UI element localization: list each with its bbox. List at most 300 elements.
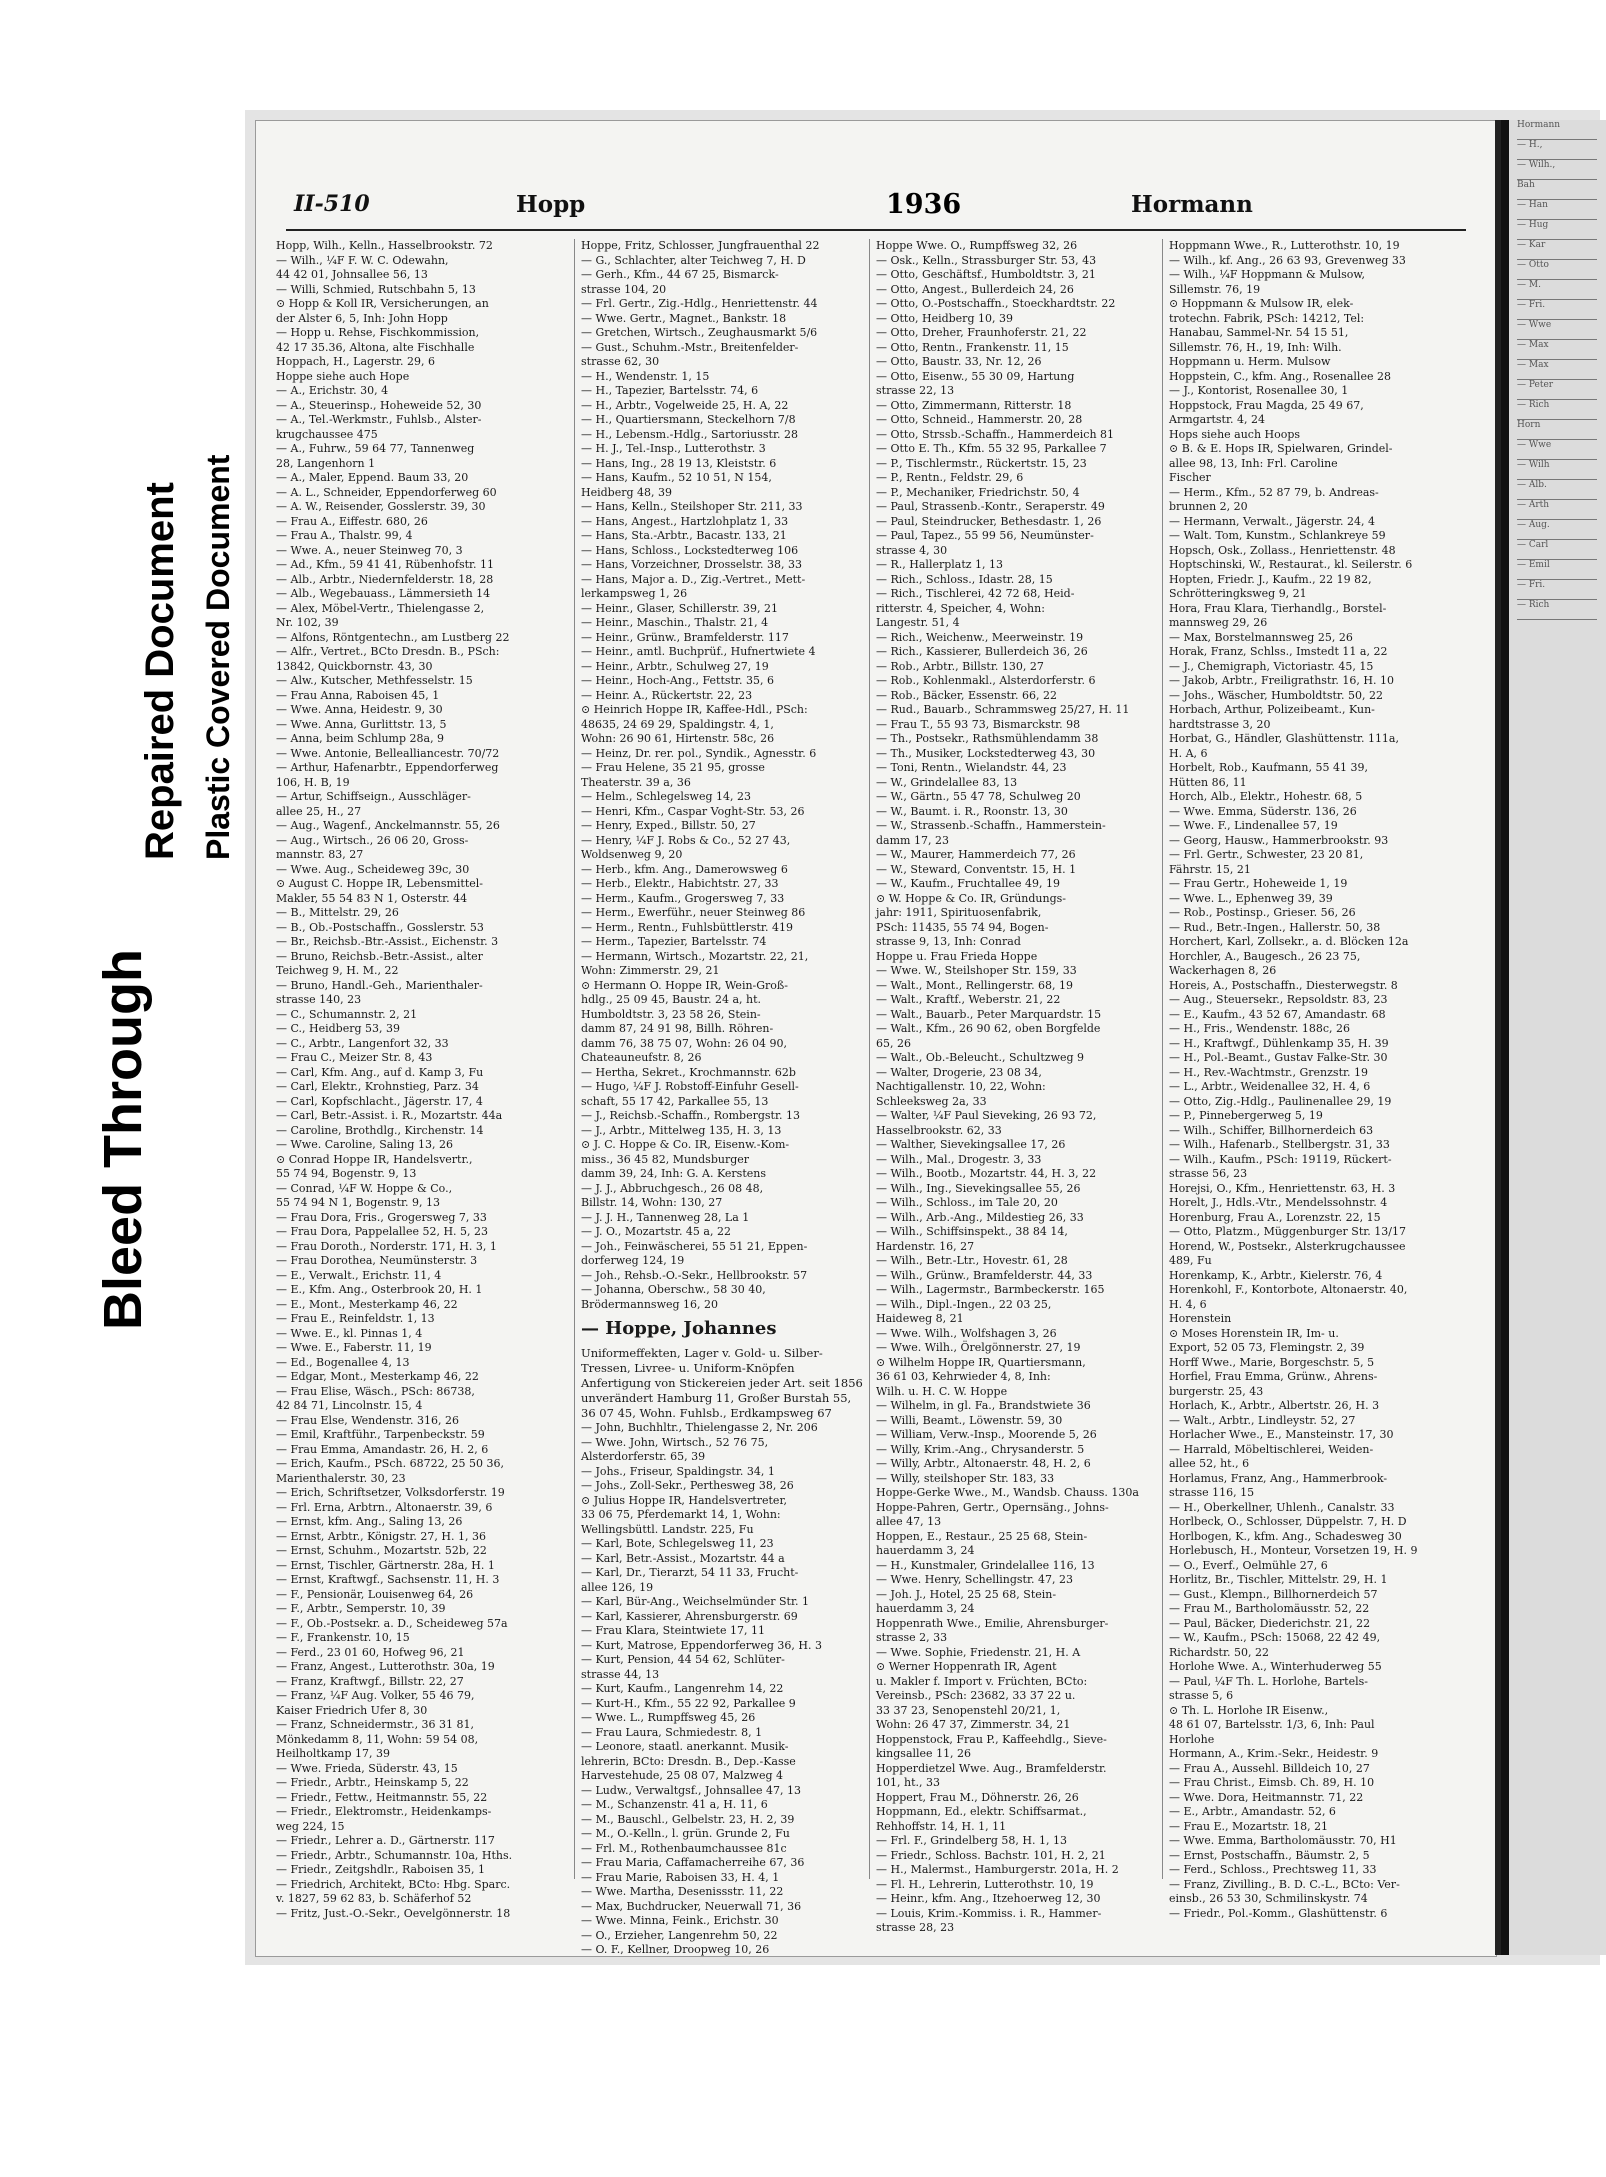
directory-entry: strasse 116, 15 xyxy=(1169,1486,1255,1499)
directory-entry: — Alw., Kutscher, Methfesselstr. 15 xyxy=(276,674,473,687)
next-page-lines xyxy=(1501,120,1606,620)
directory-entry: Wackerhagen 8, 26 xyxy=(1169,964,1277,977)
directory-entry: — E., Kfm. Ang., Osterbrook 20, H. 1 xyxy=(276,1283,483,1296)
directory-entry: — Wilh., Schiffer, Billhornerdeich 63 xyxy=(1169,1123,1374,1137)
directory-entry: — F., Frankenstr. 10, 15 xyxy=(276,1631,410,1644)
directory-entry: — Otto E. Th., Kfm. 55 32 95, Parkallee 7 xyxy=(876,442,1107,455)
directory-entry: — Aug., Wirtsch., 26 06 20, Gross- xyxy=(276,833,469,847)
directory-entry: Horenstein xyxy=(1169,1312,1232,1325)
directory-entry: — Paul, Tapez., 55 99 56, Neumünster- xyxy=(876,529,1094,542)
directory-entry: — A., Maler, Eppend. Baum 33, 20 xyxy=(276,471,469,484)
directory-entry: — Carl, Kopfschlacht., Jägerstr. 17, 4 xyxy=(276,1094,483,1108)
directory-entry: — Max, Buchdrucker, Neuerwall 71, 36 xyxy=(581,1899,802,1913)
directory-entry: — Herm., Ewerführ., neuer Steinweg 86 xyxy=(581,906,806,919)
directory-entry: strasse 2, 33 xyxy=(876,1631,948,1644)
directory-entry: allee 47, 13 xyxy=(876,1515,942,1528)
directory-entry: — Heinr., kfm. Ang., Itzehoerweg 12, 30 xyxy=(876,1892,1101,1905)
directory-entry: Wilh. u. H. C. W. Hoppe xyxy=(876,1384,1008,1398)
directory-entry: Horbach, Arthur, Polizeibeamt., Kun- xyxy=(1169,703,1375,716)
directory-entry: Haideweg 8, 21 xyxy=(876,1312,964,1325)
next-page-fragment: — Wwe xyxy=(1517,320,1597,340)
directory-entry: — Walt., Ob.-Beleucht., Schultzweg 9 xyxy=(876,1051,1085,1064)
directory-entry: — Johanna, Oberschw., 58 30 40, xyxy=(581,1283,766,1296)
directory-entry: — Wwe. F., Lindenallee 57, 19 xyxy=(1169,819,1338,832)
next-page-fragment: — Rich xyxy=(1517,600,1597,620)
directory-entry: — W., Baumt. i. R., Roonstr. 13, 30 xyxy=(876,804,1068,818)
directory-entry: — O., Erzieher, Langenrehm 50, 22 xyxy=(581,1928,778,1942)
directory-entry: ⊙ Moses Horenstein IR, Im- u. xyxy=(1169,1326,1339,1340)
next-page-fragment: — Aug. xyxy=(1517,520,1597,540)
directory-entry: Richardstr. 50, 22 xyxy=(1169,1645,1269,1659)
column-3 xyxy=(869,239,1159,1934)
directory-entry: der Alster 6, 5, Inh: John Hopp xyxy=(276,311,448,325)
header-name-right: Hormann xyxy=(1131,191,1253,218)
directory-entry: — Wwe. E., Faberstr. 11, 19 xyxy=(276,1341,432,1354)
directory-entry: Fährstr. 15, 21 xyxy=(1169,862,1251,876)
directory-entry: Hanabau, Sammel-Nr. 54 15 51, xyxy=(1169,326,1349,339)
directory-entry: — Joh., Feinwäscherei, 55 51 21, Eppen- xyxy=(581,1239,808,1253)
directory-entry: — Wilh., Ing., Sievekingsallee 55, 26 xyxy=(876,1181,1081,1195)
directory-entry: — Wwe. W., Steilshoper Str. 159, 33 xyxy=(876,964,1077,977)
directory-entry: — Johs., Wäscher, Humboldtstr. 50, 22 xyxy=(1169,688,1383,702)
directory-entry: — Wwe. Minna, Feink., Erichstr. 30 xyxy=(581,1914,779,1927)
directory-entry: — Harrald, Möbeltischlerei, Weiden- xyxy=(1169,1442,1374,1456)
directory-entry: — W., Gärtn., 55 47 78, Schulweg 20 xyxy=(876,790,1081,803)
directory-entry: mannstr. 83, 27 xyxy=(276,848,364,861)
directory-entry: ⊙ Wilhelm Hoppe IR, Quartiersmann, xyxy=(876,1355,1086,1369)
directory-entry: — Otto, Strssb.-Schaffn., Hammerdeich 81 xyxy=(876,427,1115,441)
next-page-fragment: Hormann xyxy=(1517,120,1597,140)
directory-entry: allee 126, 19 xyxy=(581,1580,654,1594)
directory-entry: — F., Pensionär, Louisenweg 64, 26 xyxy=(276,1587,474,1601)
directory-entry: — Wwe. Dora, Heitmannstr. 71, 22 xyxy=(1169,1790,1364,1804)
directory-entry: — Walt., Kfm., 26 90 62, oben Borgfelde xyxy=(876,1022,1101,1035)
directory-entry: — Rob., Kohlenmakl., Alsterdorferstr. 6 xyxy=(876,674,1096,687)
directory-entry: v. 1827, 59 62 83, b. Schäferhof 52 xyxy=(276,1892,472,1905)
directory-entry: — Karl, Betr.-Assist., Mozartstr. 44 a xyxy=(581,1551,785,1565)
directory-entry: — Kurt, Matrose, Eppendorferweg 36, H. 3 xyxy=(581,1638,823,1652)
directory-entry: — Toni, Rentn., Wielandstr. 44, 23 xyxy=(876,761,1067,774)
directory-entry: — Frau Klara, Steintwiete 17, 11 xyxy=(581,1624,765,1637)
next-page-fragment: — Han xyxy=(1517,200,1597,220)
directory-entry: — Alex, Möbel-Vertr., Thielengasse 2, xyxy=(276,601,485,615)
next-page-fragment: — Carl xyxy=(1517,540,1597,560)
directory-entry: — Frl. M., Rothenbaumchaussee 81c xyxy=(581,1841,787,1855)
directory-entry: — Frau Marie, Raboisen 33, H. 4, 1 xyxy=(581,1870,780,1884)
directory-entry: 33 06 75, Pferdemarkt 14, 1, Wohn: xyxy=(581,1508,781,1521)
directory-entry: — W., Strassenb.-Schaffn., Hammerstein- xyxy=(876,819,1106,832)
directory-entry: — Leonore, staatl. anerkannt. Musik- xyxy=(581,1740,789,1753)
directory-entry: — Wilh., Bootb., Mozartstr. 44, H. 3, 22 xyxy=(876,1167,1097,1180)
directory-entry: — Otto, Baustr. 33, Nr. 12, 26 xyxy=(876,355,1042,368)
directory-entry: ⊙ August C. Hoppe IR, Lebensmittel- xyxy=(276,877,484,890)
directory-entry: Horak, Franz, Schlss., Imstedt 11 a, 22 xyxy=(1169,645,1388,658)
directory-entry: — Frl. Gertr., Zig.-Hdlg., Henriettenstr. 44 xyxy=(581,297,818,310)
directory-entry: — Friedr., Schloss. Bachstr. 101, H. 2, 21 xyxy=(876,1848,1106,1862)
directory-entry: hauerdamm 3, 24 xyxy=(876,1602,975,1615)
directory-entry: — Willy, Arbtr., Altonaerstr. 48, H. 2, 6 xyxy=(876,1457,1091,1470)
directory-entry: — Rud., Betr.-Ingen., Hallerstr. 50, 38 xyxy=(1169,920,1381,934)
directory-entry: — Otto, Zimmermann, Ritterstr. 18 xyxy=(876,398,1072,412)
directory-entry: Hoptschinski, W., Restaurat., kl. Seilerstr. 6 xyxy=(1169,558,1413,571)
directory-entry: Hoppmann u. Herm. Mulsow xyxy=(1169,355,1331,368)
directory-entry: Horenkamp, K., Arbtr., Kielerstr. 76, 4 xyxy=(1169,1268,1383,1282)
directory-entry: burgerstr. 25, 43 xyxy=(1169,1384,1264,1398)
next-page-fragment: — Wilh xyxy=(1517,460,1597,480)
directory-entry: Horenburg, Frau A., Lorenzstr. 22, 15 xyxy=(1169,1210,1381,1224)
directory-entry: — Walt., Bauarb., Peter Marquardstr. 15 xyxy=(876,1007,1102,1021)
directory-entry: Horlacher Wwe., E., Mansteinstr. 17, 30 xyxy=(1169,1428,1394,1441)
plastic-covered-label: Plastic Covered Document xyxy=(200,454,236,860)
directory-entry: — Wwe. L., Ephenweg 39, 39 xyxy=(1169,891,1333,905)
directory-entry: strasse 140, 23 xyxy=(276,993,362,1006)
directory-entry: Horejsi, O., Kfm., Henriettenstr. 63, H. 3 xyxy=(1169,1181,1396,1195)
directory-entry: Horeis, A., Postschaffn., Diesterwegstr. 8 xyxy=(1169,978,1398,992)
directory-entry: — Wwe. L., Rumpffsweg 45, 26 xyxy=(581,1711,756,1724)
directory-entry: Langestr. 51, 4 xyxy=(876,616,960,629)
directory-entry: Hoppenrath Wwe., Emilie, Ahrensburger- xyxy=(876,1616,1109,1630)
directory-entry: — Frau A., Aussehl. Billdeich 10, 27 xyxy=(1169,1761,1370,1775)
directory-entry: — Rich., Schloss., Idastr. 28, 15 xyxy=(876,572,1053,586)
directory-entry: Horend, W., Postsekr., Alsterkrugchaussee xyxy=(1169,1239,1406,1253)
directory-entry: strasse 28, 23 xyxy=(876,1921,955,1934)
directory-entry: — E., Kaufm., 43 52 67, Amandastr. 68 xyxy=(1169,1007,1386,1021)
directory-entry: Hormann, A., Krim.-Sekr., Heidestr. 9 xyxy=(1169,1747,1379,1760)
directory-entry: 48 61 07, Bartelsstr. 1/3, 6, Inh: Paul xyxy=(1169,1718,1375,1731)
directory-entry: — Friedr., Elektromstr., Heidenkamps- xyxy=(276,1805,492,1818)
directory-entry: Vereinsb., PSch: 23682, 33 37 22 u. xyxy=(876,1689,1076,1702)
directory-entry: — M., Bauschl., Gelbelstr. 23, H. 2, 39 xyxy=(581,1812,795,1826)
directory-entry: 28, Langenhorn 1 xyxy=(276,456,376,470)
directory-entry: — Caroline, Brothdlg., Kirchenstr. 14 xyxy=(276,1123,484,1137)
directory-entry: ⊙ Heinrich Hoppe IR, Kaffee-Hdl., PSch: xyxy=(581,703,808,716)
directory-entry: — H., Tapezier, Bartelsstr. 74, 6 xyxy=(581,384,759,397)
directory-entry: damm 17, 23 xyxy=(876,833,949,847)
directory-entry: — Otto, Eisenw., 55 30 09, Hartung xyxy=(876,369,1075,383)
directory-entry: Hoppstock, Frau Magda, 25 49 67, xyxy=(1169,398,1364,412)
directory-entry: strasse 104, 20 xyxy=(581,282,667,296)
directory-entry: Horbelt, Rob., Kaufmann, 55 41 39, xyxy=(1169,761,1368,774)
directory-entry: Nachtigallenstr. 10, 22, Wohn: xyxy=(876,1080,1046,1093)
directory-entry: ⊙ Julius Hoppe IR, Handelsvertreter, xyxy=(581,1493,787,1507)
directory-entry: Hoppe u. Frau Frieda Hoppe xyxy=(876,949,1038,963)
directory-entry: — B., Mittelstr. 29, 26 xyxy=(276,906,399,919)
directory-entry: — J. J., Abbruchgesch., 26 08 48, xyxy=(581,1181,764,1195)
directory-entry: Hoppert, Frau M., Döhnerstr. 26, 26 xyxy=(876,1790,1079,1804)
directory-entry: hdlg., 25 09 45, Baustr. 24 a, ht. xyxy=(581,993,762,1006)
directory-entry: Horenkohl, F., Kontorbote, Altonaerstr. 40, xyxy=(1169,1283,1408,1296)
directory-entry: — Henri, Kfm., Caspar Voght-Str. 53, 26 xyxy=(581,804,805,818)
directory-entry: — Wilh., ¼F Hoppmann & Mulsow, xyxy=(1169,268,1365,281)
directory-entry: — M., O.-Kelln., l. grün. Grunde 2, Fu xyxy=(581,1827,790,1840)
directory-entry: Hoppmann, Ed., elektr. Schiffsarmat., xyxy=(876,1805,1087,1818)
directory-entry: — Otto, O.-Postschaffn., Stoeckhardtstr. 22 xyxy=(876,297,1116,310)
directory-entry: 489, Fu xyxy=(1169,1254,1212,1267)
directory-entry: Hopperdietzel Wwe. Aug., Bramfelderstr. xyxy=(876,1761,1107,1775)
directory-entry: Horlbogen, K., kfm. Ang., Schadesweg 30 xyxy=(1169,1529,1402,1543)
directory-entry: Horlohe xyxy=(1169,1732,1215,1746)
directory-entry: Horelt, J., Hdls.-Vtr., Mendelssohnstr. 4 xyxy=(1169,1196,1388,1209)
directory-entry: — Frau C., Meizer Str. 8, 43 xyxy=(276,1051,433,1064)
directory-entry: Chateauneufstr. 8, 26 xyxy=(581,1051,702,1064)
directory-entry: damm 76, 38 75 07, Wohn: 26 04 90, xyxy=(581,1036,787,1050)
directory-entry: — Frau T., 55 93 73, Bismarckstr. 98 xyxy=(876,717,1081,731)
directory-entry: kingsallee 11, 26 xyxy=(876,1747,972,1760)
directory-entry: strasse 56, 23 xyxy=(1169,1167,1248,1180)
header-year: 1936 xyxy=(886,189,962,220)
directory-entry: — Walt., Arbtr., Lindleystr. 52, 27 xyxy=(1169,1413,1356,1427)
directory-entry: — Bruno, Reichsb.-Betr.-Assist., alter xyxy=(276,949,483,963)
directory-entry: — R., Hallerplatz 1, 13 xyxy=(876,558,1004,571)
directory-entry: — Friedr., Arbtr., Schumannstr. 10a, Hths. xyxy=(276,1848,513,1862)
directory-entry: — G., Schlachter, alter Teichweg 7, H. D xyxy=(581,253,806,267)
directory-entry: damm 87, 24 91 98, Billh. Röhren- xyxy=(581,1022,774,1035)
directory-entry: — H., Fris., Wendenstr. 188c, 26 xyxy=(1169,1022,1351,1035)
directory-entry: — B., Ob.-Postschaffn., Gosslerstr. 53 xyxy=(276,920,484,934)
directory-entry: Makler, 55 54 83 N 1, Osterstr. 44 xyxy=(276,891,468,905)
directory-entry: — Willy, steilshoper Str. 183, 33 xyxy=(876,1471,1055,1485)
directory-entry: — Ad., Kfm., 59 41 41, Rübenhofstr. 11 xyxy=(276,558,495,571)
directory-entry: — Wwe. Wilh., Wolfshagen 3, 26 xyxy=(876,1326,1057,1340)
directory-entry: lerkampsweg 1, 26 xyxy=(581,587,688,600)
directory-entry: — Wilh., Dipl.-Ingen., 22 03 25, xyxy=(876,1297,1052,1311)
directory-entry: ⊙ Hopp & Koll IR, Versicherungen, an xyxy=(276,297,489,310)
directory-entry: Sillemstr. 76, H., 19, Inh: Wilh. xyxy=(1169,340,1342,354)
directory-entry: Hora, Frau Klara, Tierhandlg., Borstel- xyxy=(1169,601,1387,615)
directory-entry: — W., Steward, Conventstr. 15, H. 1 xyxy=(876,862,1077,876)
directory-entry: Woldsenweg 9, 20 xyxy=(581,848,683,861)
directory-entry: — Otto, Schneid., Hammerstr. 20, 28 xyxy=(876,413,1083,426)
directory-entry: — Hertha, Sekret., Krochmannstr. 62b xyxy=(581,1065,796,1079)
directory-entry: — Otto, Rentn., Frankenstr. 11, 15 xyxy=(876,340,1069,354)
directory-entry: — E., Mont., Mesterkamp 46, 22 xyxy=(276,1297,458,1311)
directory-entry: — Wwe. Henry, Schellingstr. 47, 23 xyxy=(876,1573,1073,1586)
directory-entry: — Alfr., Vertret., BCto Dresdn. B., PSch: xyxy=(276,645,500,658)
directory-entry: — Hermann, Wirtsch., Mozartstr. 22, 21, xyxy=(581,949,809,963)
next-page-fragment: — M. xyxy=(1517,280,1597,300)
directory-entry: strasse 9, 13, Inh: Conrad xyxy=(876,935,1021,948)
directory-entry: — Hugo, ¼F J. Robstoff-Einfuhr Gesell- xyxy=(581,1080,799,1093)
directory-entry: — Ernst, Arbtr., Königstr. 27, H. 1, 36 xyxy=(276,1529,486,1543)
directory-page xyxy=(255,120,1497,1957)
directory-entry: damm 39, 24, Inh: G. A. Kerstens xyxy=(581,1167,766,1180)
directory-entry: — Henry, ¼F J. Robs & Co., 52 27 43, xyxy=(581,833,791,847)
directory-entry: — Friedr., Lehrer a. D., Gärtnerstr. 117 xyxy=(276,1834,495,1847)
directory-entry: Hütten 86, 11 xyxy=(1169,775,1247,789)
directory-entry: — Osk., Kelln., Strassburger Str. 53, 43 xyxy=(876,253,1097,267)
directory-entry: Hoppe siehe auch Hope xyxy=(276,369,410,383)
next-page-fragment: — Emil xyxy=(1517,560,1597,580)
directory-entry: — Frau M., Bartholomäusstr. 52, 22 xyxy=(1169,1602,1370,1615)
directory-entry: — Wilh., Grünw., Bramfelderstr. 44, 33 xyxy=(876,1268,1093,1282)
directory-entry: Rehhoffstr. 14, H. 1, 11 xyxy=(876,1819,1007,1833)
directory-entry: — Wilh., ¼F F. W. C. Odewahn, xyxy=(276,253,449,267)
next-page-fragment: — Rich xyxy=(1517,400,1597,420)
directory-entry: Wohn: 26 47 37, Zimmerstr. 34, 21 xyxy=(876,1718,1071,1731)
directory-entry: — Frau Dora, Fris., Grogersweg 7, 33 xyxy=(276,1210,487,1224)
directory-entry: — J., Kontorist, Rosenallee 30, 1 xyxy=(1169,384,1349,397)
directory-entry: — Louis, Krim.-Kommiss. i. R., Hammer- xyxy=(876,1906,1102,1920)
directory-entry: — Heinr. A., Rückertstr. 22, 23 xyxy=(581,688,753,702)
directory-entry: — Wilhelm, in gl. Fa., Brandstwiete 36 xyxy=(876,1399,1091,1412)
directory-entry: — A., Fuhrw., 59 64 77, Tannenweg xyxy=(276,442,475,455)
next-page-fragment: — Hug xyxy=(1517,220,1597,240)
directory-entry: strasse 5, 6 xyxy=(1169,1689,1234,1702)
directory-entry: — Conrad, ¼F W. Hoppe & Co., xyxy=(276,1181,453,1195)
directory-entry: — Ernst, Schuhm., Mozartstr. 52b, 22 xyxy=(276,1544,487,1557)
directory-entry: — A. L., Schneider, Eppendorferweg 60 xyxy=(276,485,497,499)
directory-entry: — Herm., Tapezier, Bartelsstr. 74 xyxy=(581,935,767,948)
directory-entry: — O. F., Kellner, Droopweg 10, 26 xyxy=(581,1943,770,1956)
directory-entry: — Walther, Sievekingsallee 17, 26 xyxy=(876,1138,1066,1151)
directory-entry: — Ferd., 23 01 60, Hofweg 96, 21 xyxy=(276,1645,465,1659)
directory-entry: — Wwe. Sophie, Friedenstr. 21, H. A xyxy=(876,1645,1081,1659)
directory-entry: Hoppe, Fritz, Schlosser, Jungfrauenthal 22 xyxy=(581,239,820,252)
directory-entry: — Frau E., Mozartstr. 18, 21 xyxy=(1169,1819,1329,1833)
directory-entry: — Artur, Schiffseign., Ausschläger- xyxy=(276,790,471,803)
directory-entry: — Th., Musiker, Lockstedterweg 43, 30 xyxy=(876,746,1096,760)
directory-entry: — H., Malermst., Hamburgerstr. 201a, H. 2 xyxy=(876,1863,1119,1876)
directory-entry: 33 37 23, Senopenstehl 20/21, 1, xyxy=(876,1703,1061,1717)
directory-entry: — W., Maurer, Hammerdeich 77, 26 xyxy=(876,848,1076,861)
directory-entry: — Otto, Angest., Bullerdeich 24, 26 xyxy=(876,282,1074,296)
directory-entry: — C., Arbtr., Langenfort 32, 33 xyxy=(276,1036,449,1050)
directory-entry: — Wwe. Antonie, Bellealliancestr. 70/72 xyxy=(276,746,500,760)
directory-entry: — Henry, Exped., Billstr. 50, 27 xyxy=(581,819,756,832)
directory-entry: — O., Everf., Oelmühle 27, 6 xyxy=(1169,1558,1328,1572)
directory-entry: allee 52, ht., 6 xyxy=(1169,1457,1250,1470)
directory-entry: schaft, 55 17 42, Parkallee 55, 13 xyxy=(581,1094,769,1108)
directory-entry: Marienthalerstr. 30, 23 xyxy=(276,1471,406,1485)
directory-entry: — Frau Elise, Wäsch., PSch: 86738, xyxy=(276,1384,475,1398)
next-page-fragment: — Alb. xyxy=(1517,480,1597,500)
directory-entry: hardtstrasse 3, 20 xyxy=(1169,717,1271,731)
directory-entry: — C., Heidberg 53, 39 xyxy=(276,1022,401,1035)
directory-entry: Horchert, Karl, Zollsekr., a. d. Blöcken 12a xyxy=(1169,935,1409,948)
directory-entry: — Wwe. Emma, Süderstr. 136, 26 xyxy=(1169,804,1357,818)
directory-entry: — Aug., Wagenf., Anckelmannstr. 55, 26 xyxy=(276,819,500,832)
directory-entry: — Rich., Weichenw., Meerweinstr. 19 xyxy=(876,630,1084,644)
directory-entry: — Hans, Kaufm., 52 10 51, N 154, xyxy=(581,471,772,484)
directory-entry: — W., Grindelallee 83, 13 xyxy=(876,775,1018,789)
directory-entry: — Max, Borstelmannsweg 25, 26 xyxy=(1169,630,1353,644)
directory-entry: Hopp, Wilh., Kelln., Hasselbrookstr. 72 xyxy=(276,239,493,252)
directory-entry: 42 17 35.36, Altona, alte Fischhalle xyxy=(276,340,475,354)
header-name-left: Hopp xyxy=(516,191,586,218)
directory-entry: — Frau A., Eiffestr. 680, 26 xyxy=(276,514,428,528)
directory-entry: — P., Tischlermstr., Rückertstr. 15, 23 xyxy=(876,456,1087,470)
directory-entry: — Frau A., Thalstr. 99, 4 xyxy=(276,529,413,542)
directory-entry: Horlebusch, H., Monteur, Vorsetzen 19, H. 9 xyxy=(1169,1544,1418,1557)
directory-entry: — E., Arbtr., Amandastr. 52, 6 xyxy=(1169,1805,1336,1818)
directory-entry: — Gust., Klempn., Billhornerdeich 57 xyxy=(1169,1587,1378,1601)
directory-entry: — Frau E., Reinfeldstr. 1, 13 xyxy=(276,1312,435,1325)
directory-entry: — Frau Anna, Raboisen 45, 1 xyxy=(276,688,440,702)
directory-entry: — Friedrich, Architekt, BCto: Hbg. Sparc. xyxy=(276,1877,511,1891)
directory-entry: 44 42 01, Johnsallee 56, 13 xyxy=(276,268,428,281)
directory-entry: — Friedr., Pol.-Komm., Glashüttenstr. 6 xyxy=(1169,1906,1388,1920)
directory-entry: — E., Verwalt., Erichstr. 11, 4 xyxy=(276,1268,442,1282)
directory-entry: — Franz, Schneidermstr., 36 31 81, xyxy=(276,1718,475,1731)
directory-entry: ⊙ Hermann O. Hoppe IR, Wein-Groß- xyxy=(581,978,788,992)
directory-entry: — Kurt, Pension, 44 54 62, Schlüter- xyxy=(581,1653,785,1666)
directory-entry: — Wilh., Betr.-Ltr., Hovestr. 61, 28 xyxy=(876,1254,1068,1267)
directory-entry: — Paul, Steindrucker, Bethesdastr. 1, 26 xyxy=(876,514,1102,528)
directory-entry: ⊙ J. C. Hoppe & Co. IR, Eisenw.-Kom- xyxy=(581,1138,790,1151)
directory-entry: — Heinr., Maschin., Thalstr. 21, 4 xyxy=(581,616,769,629)
directory-entry: — Aug., Steuersekr., Repsoldstr. 83, 23 xyxy=(1169,993,1388,1006)
directory-entry: — Herb., Elektr., Habichtstr. 27, 33 xyxy=(581,877,779,890)
directory-entry: — Frau Else, Wendenstr. 316, 26 xyxy=(276,1413,459,1427)
directory-entry: — Br., Reichsb.-Btr.-Assist., Eichenstr. 3 xyxy=(276,935,499,948)
directory-entry: Wellingsbüttl. Landstr. 225, Fu xyxy=(581,1522,754,1536)
directory-entry: lehrerin, BCto: Dresdn. B., Dep.-Kasse xyxy=(581,1754,796,1768)
directory-entry: hauerdamm 3, 24 xyxy=(876,1544,975,1557)
page-header xyxy=(286,189,1466,231)
directory-entry: — Walter, Drogerie, 23 08 34, xyxy=(876,1065,1042,1079)
directory-entry: — Herm., Kaufm., Grogersweg 7, 33 xyxy=(581,891,785,905)
directory-entry: Armgartstr. 4, 24 xyxy=(1169,413,1266,426)
directory-entry: — W., Kaufm., PSch: 15068, 22 42 49, xyxy=(1169,1631,1381,1644)
next-page-fragment: — Peter xyxy=(1517,380,1597,400)
directory-entry: — John, Buchhltr., Thielengasse 2, Nr. 206 xyxy=(581,1421,818,1434)
directory-entry: Hopten, Friedr. J., Kaufm., 22 19 82, xyxy=(1169,572,1372,586)
directory-entry: — Joh. J., Hotel, 25 25 68, Stein- xyxy=(876,1587,1057,1601)
directory-entry: — Frau Maria, Caffamacherreihe 67, 36 xyxy=(581,1856,805,1869)
directory-entry: — Carl, Betr.-Assist. i. R., Mozartstr. 44a xyxy=(276,1109,503,1122)
directory-entry: — Heinr., Arbtr., Schulweg 27, 19 xyxy=(581,659,769,673)
directory-entry: Hoppach, H., Lagerstr. 29, 6 xyxy=(276,355,435,368)
directory-entry: H. A, 6 xyxy=(1169,746,1208,760)
directory-entry: — Alfons, Röntgentechn., am Lustberg 22 xyxy=(276,630,510,644)
directory-entry: — Joh., Rehsb.-O.-Sekr., Hellbrookstr. 57 xyxy=(581,1268,808,1282)
next-page-strip xyxy=(1495,120,1606,1955)
directory-entry: — J. O., Mozartstr. 45 a, 22 xyxy=(581,1225,731,1238)
directory-entry: — Karl, Kassierer, Ahrensburgerstr. 69 xyxy=(581,1609,798,1623)
directory-entry: — Hopp u. Rehse, Fischkommission, xyxy=(276,326,480,339)
directory-entry: strasse 22, 13 xyxy=(876,384,955,397)
directory-entry: ⊙ W. Hoppe & Co. IR, Gründungs- xyxy=(876,891,1066,905)
directory-entry: — J., Arbtr., Mittelweg 135, H. 3, 13 xyxy=(581,1123,782,1137)
directory-entry: weg 224, 15 xyxy=(276,1819,345,1833)
directory-entry: — H., Kraftwgf., Dühlenkamp 35, H. 39 xyxy=(1169,1036,1389,1050)
directory-entry: Export, 52 05 73, Flemingstr. 2, 39 xyxy=(1169,1341,1365,1354)
directory-entry: — Paul, Strassenb.-Kontr., Seraperstr. 49 xyxy=(876,500,1105,513)
directory-entry: Heidberg 48, 39 xyxy=(581,485,672,499)
directory-entry: — Wilh., Lagermstr., Barmbeckerstr. 165 xyxy=(876,1283,1105,1296)
directory-entry: — Otto, Geschäftsf., Humboldtstr. 3, 21 xyxy=(876,268,1096,281)
directory-entry: Heilholtkamp 17, 39 xyxy=(276,1747,390,1760)
directory-entry: — Ed., Bogenallee 4, 13 xyxy=(276,1355,410,1369)
directory-entry: krugchaussee 475 xyxy=(276,427,378,441)
column-1 xyxy=(276,239,559,1920)
directory-entry: — Otto, Heidberg 10, 39 xyxy=(876,311,1013,325)
directory-entry: — Wwe. A., neuer Steinweg 70, 3 xyxy=(276,543,463,557)
directory-entry: — J. J. H., Tannenweg 28, La 1 xyxy=(581,1210,750,1224)
directory-entry: — Wwe. E., kl. Pinnas 1, 4 xyxy=(276,1326,423,1340)
directory-entry: — H., Arbtr., Vogelweide 25, H. A, 22 xyxy=(581,398,789,412)
directory-entry: Nr. 102, 39 xyxy=(276,616,339,629)
directory-entry: — Heinr., Hoch-Ang., Fettstr. 35, 6 xyxy=(581,674,774,687)
directory-entry: Billstr. 14, Wohn: 130, 27 xyxy=(581,1196,723,1209)
directory-entry: — Otto, Dreher, Fraunhoferstr. 21, 22 xyxy=(876,326,1087,339)
directory-entry: Hasselbrookstr. 62, 33 xyxy=(876,1123,1002,1137)
directory-entry: — L., Arbtr., Weidenallee 32, H. 4, 6 xyxy=(1169,1080,1371,1093)
directory-entry: — Wwe. Wilh., Örelgönnerstr. 27, 19 xyxy=(876,1341,1081,1354)
directory-entry: — Wwe. John, Wirtsch., 52 76 75, xyxy=(581,1435,769,1449)
next-page-fragment: — Fri. xyxy=(1517,580,1597,600)
directory-entry: Brödermannsweg 16, 20 xyxy=(581,1297,719,1311)
